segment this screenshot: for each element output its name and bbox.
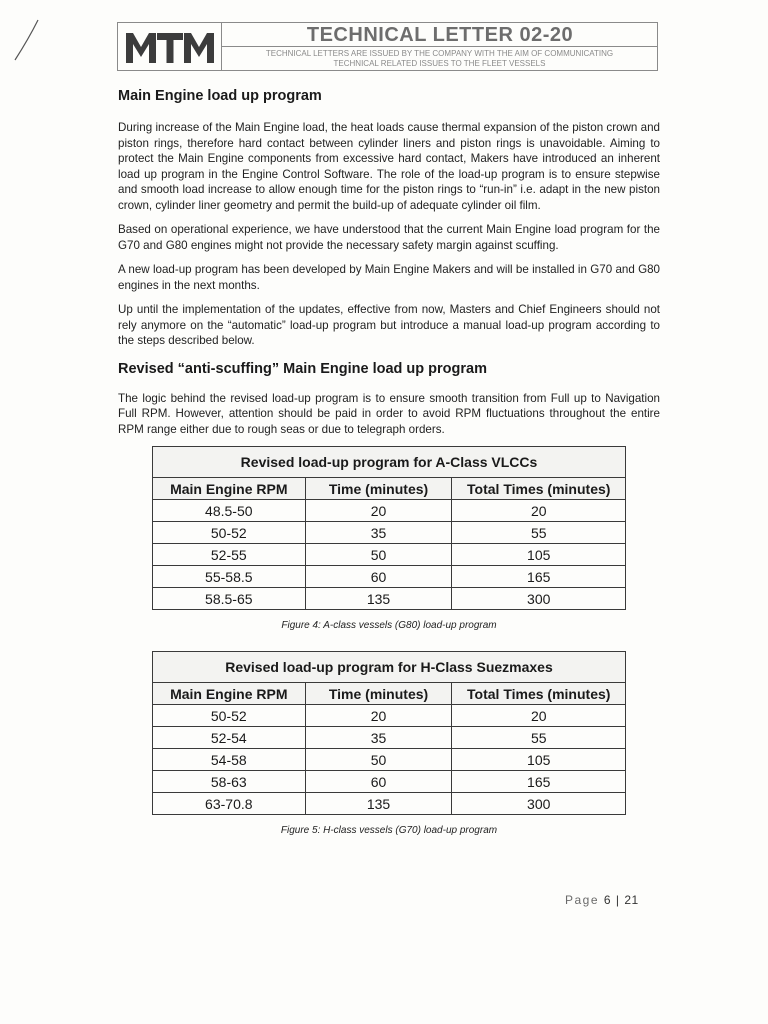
paragraph: During increase of the Main Engine load, the heat loads cause thermal expansion of the piston crown and piston rings, therefore hard contact between cylinder liners and piston rings is unavoidable. Aiming to protect the Main Engine components from excessive hard contact, Makers have introduced an inherent load up program in the Engine Control Software. The role of the load-up program is to ensure stepwise and smooth load increase to allow enough time for the piston rings to “run-in” i.e. adapt in the new piston crown, cylinder liner geometry and permit the build-up of adequate cylinder oil film. <box>118 121 660 212</box>
column-header: Time (minutes) <box>305 683 452 705</box>
page-number <box>565 893 639 907</box>
table-cell: 135 <box>305 793 452 815</box>
paragraph: Based on operational experience, we have understood that the current Main Engine load program for the G70 and G80 engines might not provide the necessary safety margin against scuffing. <box>118 223 660 252</box>
table-cell: 300 <box>452 793 626 815</box>
table-cell: 58-63 <box>153 771 306 793</box>
table-cell: 50-52 <box>153 522 306 544</box>
total-pages: 21 <box>624 893 639 907</box>
paragraph: The logic behind the revised load-up program is to ensure smooth transition from Full up to Navigation Full RPM. However, attention should be paid in order to avoid RPM fluctuations throughout the entire RPM range either due to rough seas or due to telegraph orders. <box>118 391 660 436</box>
table-cell: 50 <box>305 544 452 566</box>
table-cell: 105 <box>452 749 626 771</box>
paragraph: Up until the implementation of the updates, effective from now, Masters and Chief Engineers should not rely anymore on the “automatic” load-up program but introduce a manual load-up program according to the steps described below. <box>118 303 660 347</box>
letter-title: TECHNICAL LETTER 02-20 <box>222 24 658 47</box>
table-cell: 52-55 <box>153 544 306 566</box>
page-label: Page <box>565 893 600 907</box>
column-header: Main Engine RPM <box>153 683 306 705</box>
table-row <box>153 749 626 771</box>
table-cell: 35 <box>305 727 452 749</box>
table-cell: 20 <box>305 705 452 727</box>
paragraph: A new load-up program has been developed by Main Engine Makers and will be installed in G70 and G80 engines in the next months. <box>118 263 660 292</box>
table-cell: 50-52 <box>153 705 306 727</box>
pen-mark <box>12 18 42 62</box>
column-header: Total Times (minutes) <box>452 683 626 705</box>
table-cell: 300 <box>452 588 626 610</box>
table-cell: 20 <box>452 500 626 522</box>
table-row <box>153 771 626 793</box>
table-cell: 55-58.5 <box>153 566 306 588</box>
table-row <box>153 500 626 522</box>
table-cell: 58.5-65 <box>153 588 306 610</box>
h-class-load-up-table <box>152 651 626 815</box>
letter-header <box>117 22 658 71</box>
table-row <box>153 705 626 727</box>
letter-subtitle-1: TECHNICAL LETTERS ARE ISSUED BY THE COMPANY WITH THE AIM OF COMMUNICATING <box>265 49 614 58</box>
table-row <box>153 588 626 610</box>
table-cell: 54-58 <box>153 749 306 771</box>
table-cell: 165 <box>452 566 626 588</box>
figure-caption: Figure 5: H-class vessels (G70) load-up program <box>280 825 498 836</box>
table-cell: 48.5-50 <box>153 500 306 522</box>
table-row <box>153 522 626 544</box>
table-cell: 165 <box>452 771 626 793</box>
table-cell: 60 <box>305 566 452 588</box>
table-row <box>153 727 626 749</box>
current-page: 6 <box>603 893 612 907</box>
table-cell: 20 <box>305 500 452 522</box>
page-content <box>118 88 660 836</box>
table-title: Revised load-up program for A-Class VLCCs <box>153 447 626 478</box>
a-class-load-up-table <box>152 446 626 610</box>
table-cell: 63-70.8 <box>153 793 306 815</box>
table-cell: 60 <box>305 771 452 793</box>
table-cell: 135 <box>305 588 452 610</box>
mtm-logo-icon <box>124 29 216 65</box>
table-cell: 50 <box>305 749 452 771</box>
column-header: Main Engine RPM <box>153 478 306 500</box>
table-row <box>153 793 626 815</box>
company-logo <box>118 23 222 70</box>
column-header: Time (minutes) <box>305 478 452 500</box>
table-cell: 55 <box>452 522 626 544</box>
page-separator: | <box>615 893 620 907</box>
table-cell: 55 <box>452 727 626 749</box>
table-cell: 105 <box>452 544 626 566</box>
table-row <box>153 566 626 588</box>
table-cell: 52-54 <box>153 727 306 749</box>
letter-subtitle-2: TECHNICAL RELATED ISSUES TO THE FLEET VESSELS <box>333 59 546 68</box>
table-cell: 20 <box>452 705 626 727</box>
column-header: Total Times (minutes) <box>452 478 626 500</box>
section-heading-load-up: Main Engine load up program <box>118 88 322 104</box>
table-cell: 35 <box>305 522 452 544</box>
figure-caption: Figure 4: A-class vessels (G80) load-up program <box>281 620 497 631</box>
section-heading-anti-scuffing: Revised “anti-scuffing” Main Engine load up program <box>118 360 487 377</box>
table-title: Revised load-up program for H-Class Suezmaxes <box>153 652 626 683</box>
table-row <box>153 544 626 566</box>
